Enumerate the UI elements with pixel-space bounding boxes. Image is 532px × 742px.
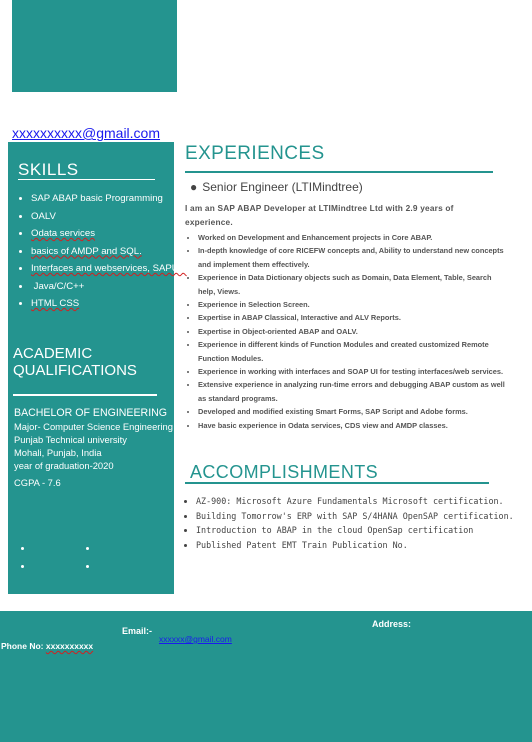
bullet-dot	[86, 547, 89, 550]
bullet-dot	[86, 565, 89, 568]
degree: BACHELOR OF ENGINEERING	[14, 407, 168, 419]
bullet-icon: ●	[190, 180, 198, 194]
accomplishment-item: • AZ-900: Microsoft Azure Fundamentals Microsoft certification.	[196, 494, 516, 509]
skill-item: • Java/C/C++	[31, 278, 187, 296]
bullet-dot	[21, 547, 24, 550]
photo-placeholder	[12, 0, 177, 92]
footer-address-label: Address:	[372, 619, 412, 629]
skill-item: • Odata services	[31, 225, 187, 243]
experience-item: • Expertise in Object-oriented ABAP and OALV.	[198, 325, 510, 338]
accomplishments-heading: ACCOMPLISHMENTS	[190, 462, 379, 482]
accomplishment-item: • Building Tomorrow's ERP with SAP S/4HANA OpenSAP certification.	[196, 509, 516, 524]
footer-email-label: Email:-	[122, 626, 153, 636]
skill-item: • SAP ABAP basic Programming	[31, 190, 187, 208]
education-block	[14, 407, 174, 489]
experience-item: • Have basic experience in Odata services, CDS view and AMDP classes.	[198, 419, 510, 432]
footer	[0, 611, 532, 742]
experience-item: • Experience in Data Dictionary objects such as Domain, Data Element, Table, Search help, Views.	[198, 271, 510, 298]
experiences-divider	[185, 171, 493, 173]
experience-item: • Developed and modified existing Smart Forms, SAP Script and Adobe forms.	[198, 405, 510, 418]
cgpa: CGPA - 7.6	[14, 477, 61, 488]
sidebar	[8, 142, 187, 594]
academic-heading: ACADEMIC QUALIFICATIONS	[13, 345, 137, 379]
skill-item: • HTML CSS	[31, 295, 187, 313]
experience-item: • Worked on Development and Enhancement projects in Core ABAP.	[198, 231, 510, 244]
footer-phone	[1, 641, 93, 651]
experience-item: • Experience in different kinds of Function Modules and created customized Remote Function Modules.	[198, 338, 510, 365]
experience-item: • Experience in Selection Screen.	[198, 298, 510, 311]
phone-label: Phone No:	[1, 641, 46, 651]
footer-email-link[interactable]: xxxxxx@gmail.com	[159, 634, 232, 644]
major: Major- Computer Science Engineering	[14, 421, 173, 432]
skill-item: • OALV	[31, 208, 187, 226]
experience-item: • Expertise in ABAP Classical, Interactive and ALV Reports.	[198, 311, 510, 324]
university: Punjab Technical university	[14, 434, 127, 445]
email-link[interactable]: xxxxxxxxxx@gmail.com	[12, 125, 161, 141]
bullet-dot	[21, 565, 24, 568]
phone-number: xxxxxxxxxx	[45, 641, 94, 651]
experience-intro: I am an SAP ABAP Developer at LTIMindtree Ltd with 2.9 years of experience.	[185, 203, 454, 227]
experience-item: • In-depth knowledge of core RICEFW concepts and, Ability to understand new concepts and implement them effectively.	[198, 244, 510, 271]
skill-item: • basics of AMDP and SQL.	[31, 243, 187, 261]
experiences-heading: EXPERIENCES	[185, 143, 325, 164]
accomplishments-divider	[185, 482, 489, 484]
accomplishment-item: • Published Patent EMT Train Publication No.	[196, 538, 516, 553]
location: Mohali, Punjab, India	[14, 447, 102, 458]
experience-item: • Extensive experience in analyzing run-time errors and debugging ABAP custom as well as standard programs.	[198, 378, 510, 405]
experience-item: • Experience in working with interfaces and SOAP UI for testing interfaces/web services.	[198, 365, 510, 378]
skills-heading: SKILLS	[18, 160, 79, 179]
skill-item: • Interfaces and webservices, SAPUI5	[31, 260, 187, 278]
skills-list	[18, 190, 187, 313]
graduation-year: year of graduation-2020	[14, 460, 114, 471]
academic-divider	[13, 394, 157, 396]
experience-list	[186, 231, 510, 432]
role-title: ● Senior Engineer (LTIMindtree)	[190, 180, 363, 194]
skills-divider	[18, 179, 155, 180]
accomplishments-list	[184, 494, 516, 552]
accomplishment-item: • Introduction to ABAP in the cloud OpenSap certification	[196, 523, 516, 538]
